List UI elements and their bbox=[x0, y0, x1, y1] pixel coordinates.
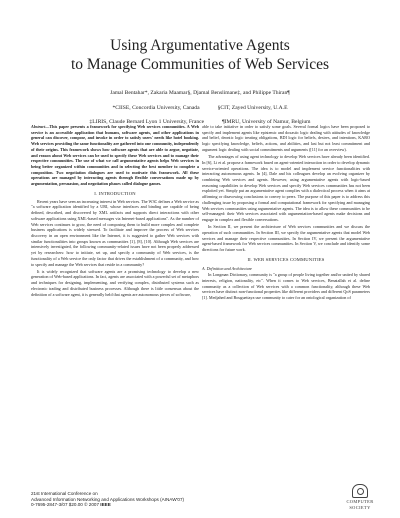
conference-footer bbox=[31, 491, 231, 508]
section-heading-introduction: I. INTRODUCTION bbox=[94, 190, 136, 196]
affiliation-zayed: §CIT, Zayed University, U.A.E bbox=[217, 104, 288, 111]
subsection-heading-definition: A. Definition and Architecture bbox=[202, 265, 252, 271]
affiliation-concordia: *CIISE, Concordia University, Canada bbox=[112, 104, 200, 111]
logo-text-line-1: COMPUTER bbox=[346, 499, 374, 504]
communities-paragraph-1: In Longman Dictionary, community is "a group of people living together and/or united by shared interests, religion, nationality, etc". When it comes to Web services, Benatallah et al. define community as a collection of Web services with a common functionality, although these Web services have distinct non-functional properties like different providers and different QoS parameters [1]. Medjahed and Bouguettaya use community to cater for an ontological organization of bbox=[202, 272, 370, 301]
intro-paragraph-3: able to take initiative in order to satisfy some goals. Several formal logics have been proposed to specify and implement agents like epistemic and doxastic logic dealing with attitudes of knowledge and belief, deontic logic treating obligations, BDI logic for beliefs, desires, and intentions, KARO logic specifying knowledge, beliefs, actions, and abilities, and last but not least commitment and argument logic dealing with social commitments and arguments ([11] for an overview). bbox=[202, 124, 370, 152]
affiliation-row-1 bbox=[0, 105, 400, 112]
title-line-1: Using Argumentative Agents bbox=[110, 37, 290, 54]
computer-society-logo bbox=[340, 484, 380, 510]
abstract bbox=[31, 124, 199, 187]
computer-society-logo-icon bbox=[352, 484, 368, 498]
footer-line-1: 21st International Conference on bbox=[31, 491, 98, 496]
abstract-text: This paper presents a framework for specifying Web services communities. A Web service is an accessible application that humans, software agents, and other applications in general can discover, compose, and invoke in order to satisfy users' needs like hotel booking. Web services providing the same functionality are gathered into one community, independently of their origins. This framework shows how software agents that are able to argue, negotiate, and reason about Web services can be used to specify these Web services and to manage their respective communities. The use of what we call argumentative agents helps Web services in being better organized within communities and in selecting the best member to complete a composition. Two negotiation dialogues are used to motivate this framework. All these operations are managed by interacting agents through flexible conversations made up by argumentation, persuasion, and negotiation phases called dialogue games. bbox=[31, 124, 199, 187]
title-line-2: to Manage Communities of Web Services bbox=[70, 56, 330, 73]
author-names: Jamal Bentahar*, Zakaria Maamar§, Djamal Benslimane‡, and Philippe Thiran¶ bbox=[110, 90, 290, 97]
left-column bbox=[31, 124, 199, 299]
abstract-lead: Abstract— bbox=[31, 124, 50, 129]
section-heading-communities: II. WEB SERVICES COMMUNITIES bbox=[247, 256, 325, 262]
paper-title bbox=[0, 36, 400, 74]
affiliation-lyon: ‡LIRIS, Claude Bernard Lyon 1 University, France bbox=[89, 119, 205, 126]
footer-line-2: Advanced Information Networking and Applications Workshops (AINAW'07) bbox=[31, 496, 185, 502]
footer-isbn: 0-7695-2847-3/07 $20.00 © 2007 bbox=[31, 502, 101, 508]
logo-text-line-2: SOCIETY bbox=[349, 505, 371, 510]
intro-paragraph-5: In Section II, we present the architecture of Web services communities and we discuss the operation of such communities. In Section III, we specify the argumentative agents that model Web services and manage their respective communities. In Section IV, we present the argumentative agent-based framework for Web services communities. In Section V, we conclude and identify some directions for future work. bbox=[202, 224, 370, 253]
ieee-label: IEEE bbox=[100, 502, 111, 508]
intro-paragraph-2: It is widely recognized that software agents are a promising technology to develop a new generation of Web-based applications. In fact, agents are associated with a powerful set of metaphors and techniques for designing, implementing, and verifying complex, distributed systems such as electronic trading and distributed business processes. Although there is little consensus about the definition of a software agent, it is generally held that agents are autonomous pieces of software, bbox=[31, 268, 199, 297]
intro-paragraph-1: Recent years have seen an increasing interest in Web services. The W3C defines a Web service as "a software application identified by a URI, whose interfaces and binding are capable of being defined, described, and discovered by XML artifacts and supports direct interactions with other software applications using XML-based messages via Internet-based applications". As the number of Web services continues to grow, the need of composing them to build more complex and complete business applications is widely stressed. To facilitate and improve the process of Web services discovery in an open environment like the Internet, it is suggested to gather Web services with similar functionalities into groups known as communities [1], [8], [10]. Although Web services are intensively investigated, the following community-related issues have not been properly addressed yet by researchers: how to initiate, set up, and specify a community of Web services, is the functionality of a Web service the only factor that drives the establishment of a community, and how to specify and manage the Web services that reside in a community? bbox=[31, 198, 199, 267]
footer-line-3 bbox=[31, 502, 231, 508]
intro-paragraph-4: The advantages of using agent technology to develop Web services have already been identified. In [6], Li et al. propose a framework based on agent-oriented interaction in order to develop dynamic service-oriented operations. The idea is to model and implement service functionalities with interacting autonomous agents. In [4], Dale and his colleagues develop an evolving organizer by combining Web services and agents. However, using argumentative agents with logic-based reasoning capabilities to develop Web services and specify Web services communities has not been exploited yet. Simply put an argumentative agent complies with a dialectical process when it aims at affirming or disavowing conclusions to convey to peers. The purpose of this paper is to address this challenging issue by proposing a formal and computational framework for specifying and managing Web services communities using argumentative agents. The idea is to allow these communities to be self-managed: their Web services associated with argumentation-based agents make decisions and engage in complex and flexible conversations. bbox=[202, 154, 370, 222]
affiliation-namur: ¶IMRU, University of Namur, Belgium bbox=[222, 119, 311, 126]
right-column bbox=[202, 124, 370, 302]
